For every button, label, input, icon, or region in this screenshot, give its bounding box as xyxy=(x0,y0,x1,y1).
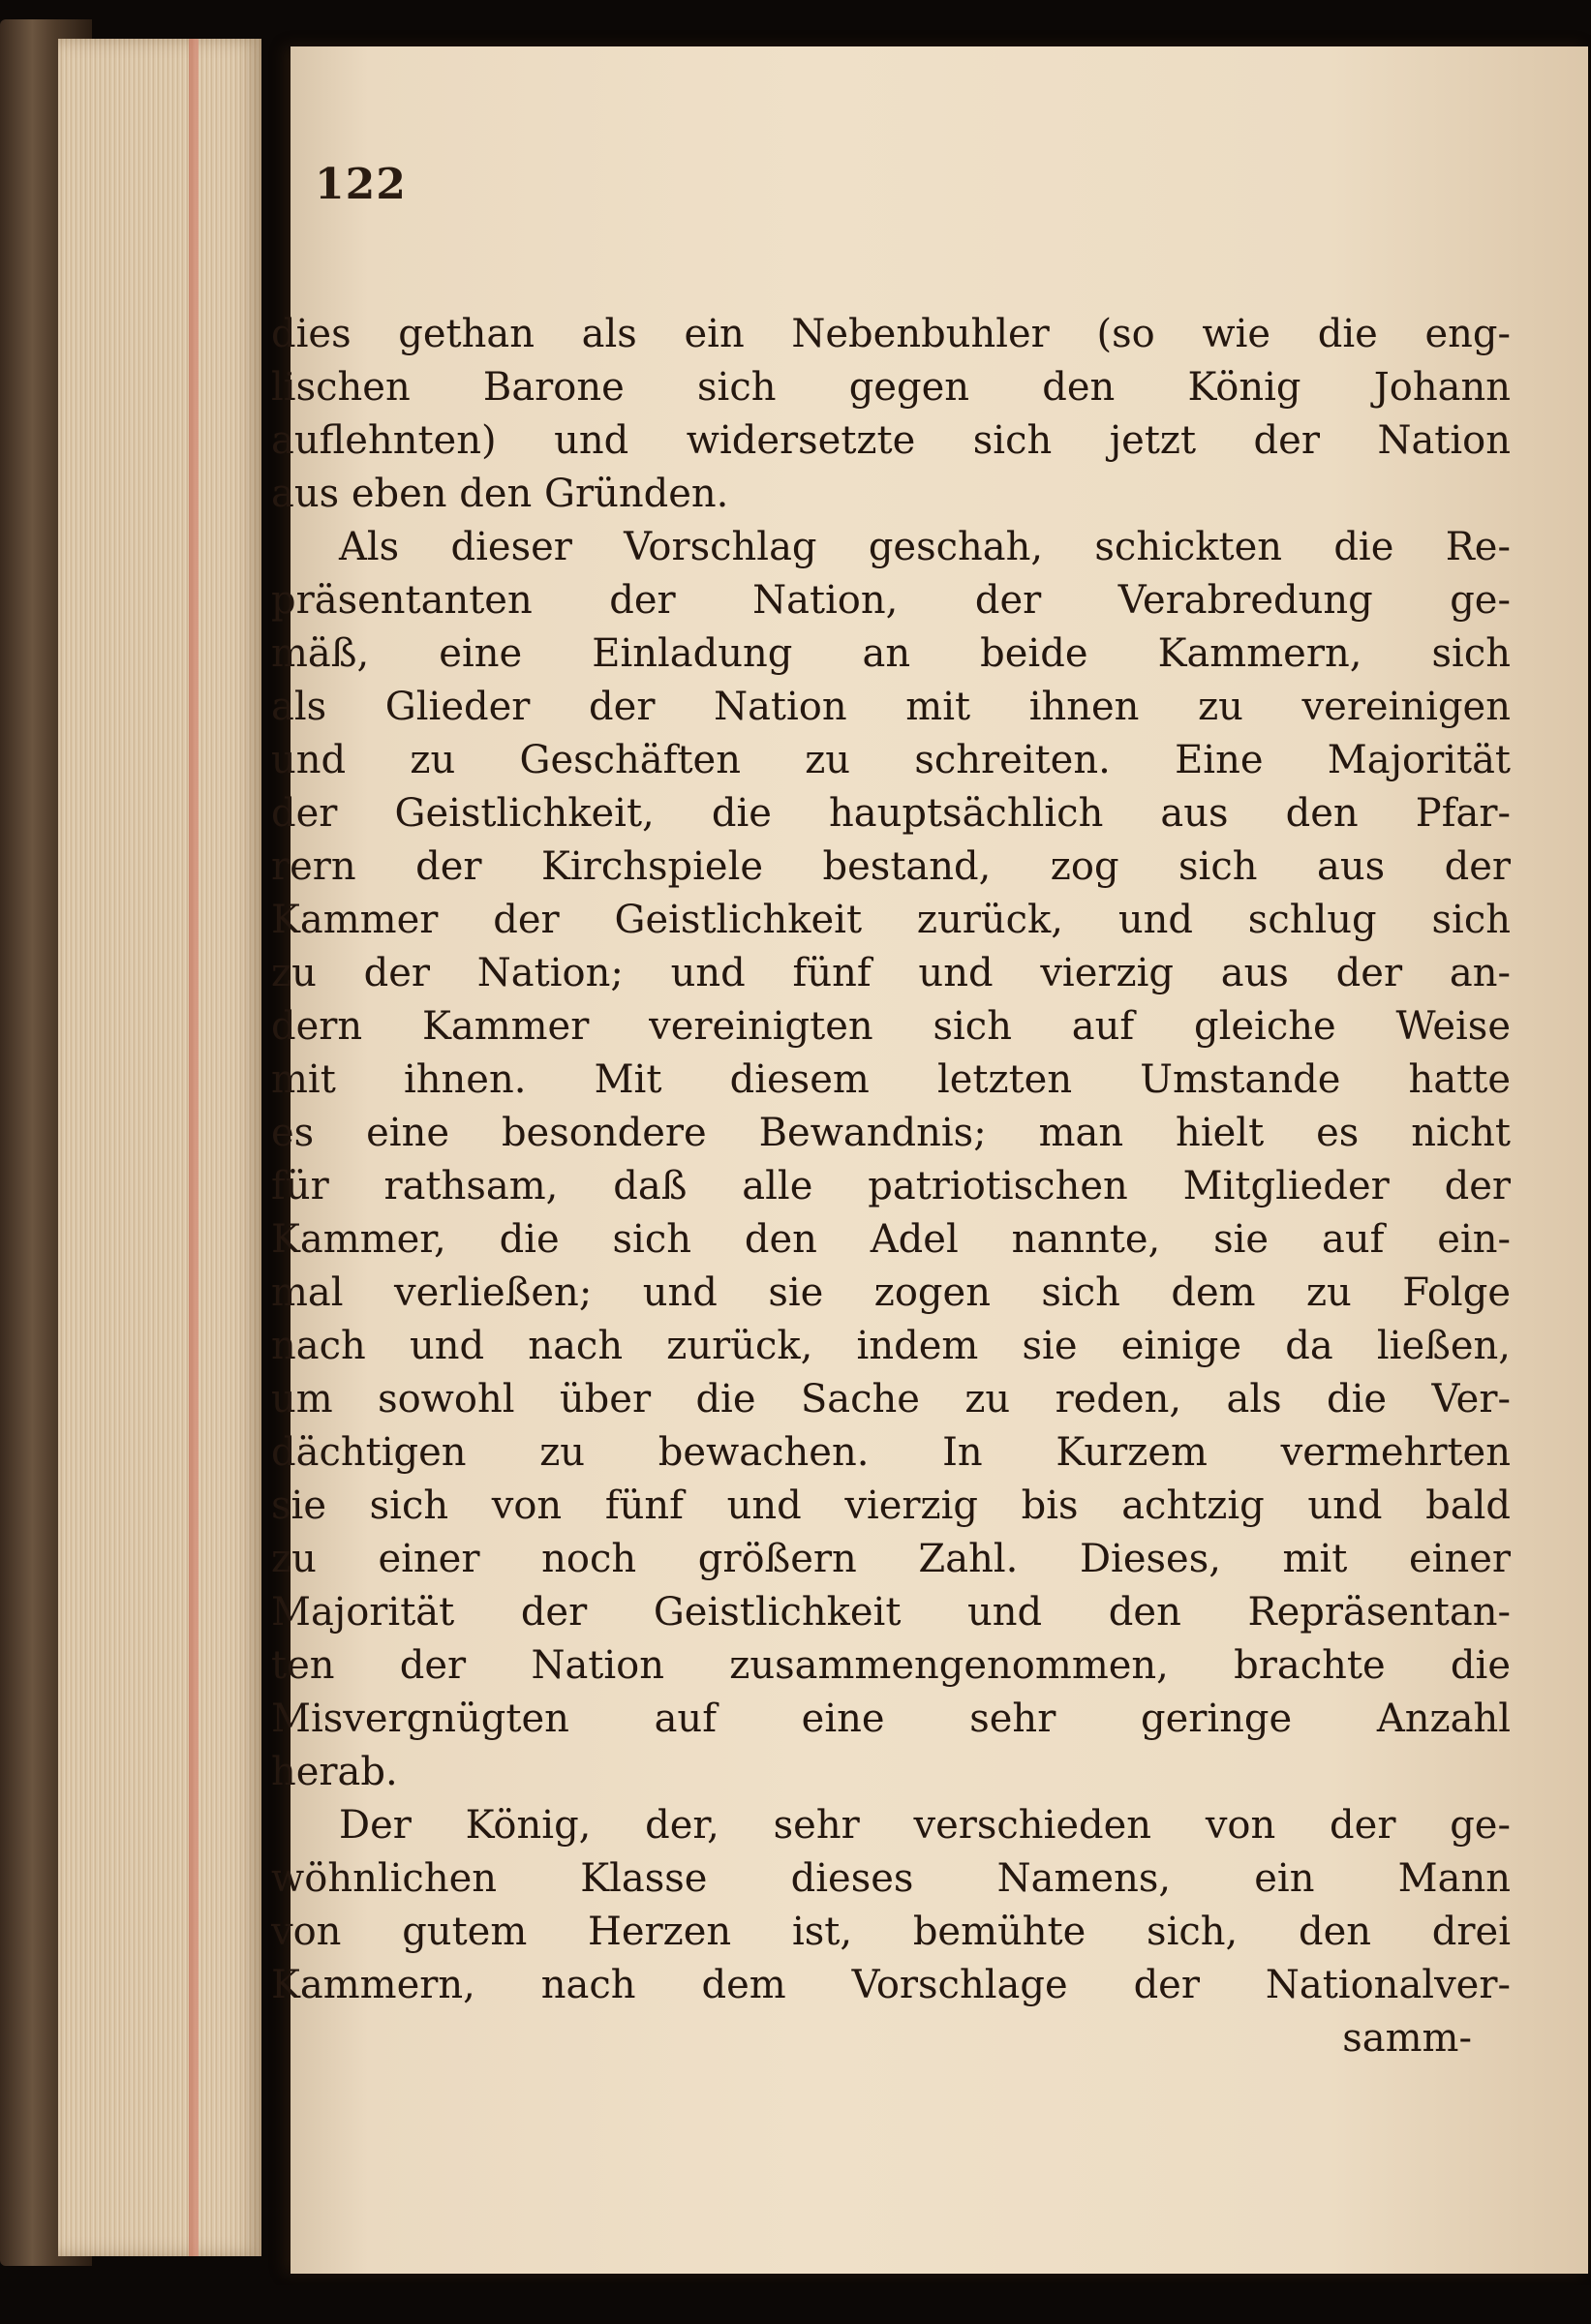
text-line: dächtigen zu bewachen. In Kurzem vermehrten xyxy=(271,1430,1511,1475)
text-line: lischen Barone sich gegen den König Johann xyxy=(271,365,1511,410)
text-line: sie sich von fünf und vierzig bis achtzig und bald xyxy=(271,1483,1511,1528)
text-line: dern Kammer vereinigten sich auf gleiche Weise xyxy=(271,1004,1511,1049)
red-page-edge xyxy=(189,39,199,2256)
background-edge xyxy=(0,2285,1591,2324)
text-line: der Geistlichkeit, die hauptsächlich aus den Pfar- xyxy=(271,791,1511,836)
text-line: herab. xyxy=(271,1750,398,1794)
text-line: Kammern, nach dem Vorschlage der Nationalver- xyxy=(271,1963,1511,2007)
text-line: für rathsam, daß alle patriotischen Mitglieder der xyxy=(271,1164,1511,1208)
text-line: mäß, eine Einladung an beide Kammern, sich xyxy=(271,631,1511,676)
page-edges xyxy=(58,39,261,2256)
text-line: es eine besondere Bewandnis; man hielt es nicht xyxy=(271,1111,1511,1155)
text-line: zu der Nation; und fünf und vierzig aus der an- xyxy=(271,951,1511,995)
page-number: 122 xyxy=(315,160,407,209)
text-line: auflehnten) und widersetzte sich jetzt der Nation xyxy=(271,418,1511,463)
text-line: und zu Geschäften zu schreiten. Eine Majorität xyxy=(271,738,1511,782)
text-line: aus eben den Gründen. xyxy=(271,472,729,516)
text-line: Kammer der Geistlichkeit zurück, und schlug sich xyxy=(271,898,1511,942)
text-line: nach und nach zurück, indem sie einige da ließen, xyxy=(271,1324,1511,1368)
text-line: von gutem Herzen ist, bemühte sich, den drei xyxy=(271,1910,1511,1954)
text-line: mit ihnen. Mit diesem letzten Umstande hatte xyxy=(271,1057,1511,1102)
paragraph-start-line: Der König, der, sehr verschieden von der ge- xyxy=(339,1803,1511,1848)
body-text xyxy=(271,308,1511,2065)
paragraph-start-line: Als dieser Vorschlag geschah, schickten die Re- xyxy=(339,525,1511,569)
text-line: Kammer, die sich den Adel nannte, sie auf ein- xyxy=(271,1217,1511,1262)
text-line: präsentanten der Nation, der Verabredung ge- xyxy=(271,578,1511,623)
text-line: dies gethan als ein Nebenbuhler (so wie die eng- xyxy=(271,312,1511,356)
text-line: Misvergnügten auf eine sehr geringe Anzahl xyxy=(271,1697,1511,1741)
text-line: um sowohl über die Sache zu reden, als die Ver- xyxy=(271,1377,1511,1422)
text-line: als Glieder der Nation mit ihnen zu vereinigen xyxy=(271,685,1511,729)
text-line: zu einer noch größern Zahl. Dieses, mit einer xyxy=(271,1537,1511,1581)
text-line: rern der Kirchspiele bestand, zog sich aus der xyxy=(271,844,1511,889)
catchword: samm- xyxy=(1342,2016,1472,2061)
text-line: ten der Nation zusammengenommen, brachte die xyxy=(271,1643,1511,1688)
text-line: Majorität der Geistlichkeit und den Repräsentan- xyxy=(271,1590,1511,1635)
text-line: wöhnlichen Klasse dieses Namens, ein Mann xyxy=(271,1856,1511,1901)
text-line: mal verließen; und sie zogen sich dem zu Folge xyxy=(271,1270,1511,1315)
